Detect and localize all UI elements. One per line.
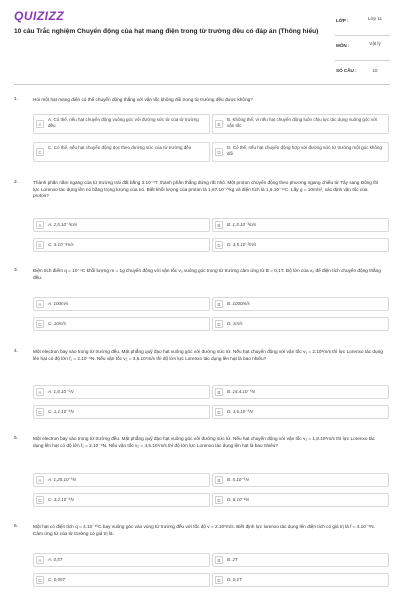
option-letter: B xyxy=(215,556,223,564)
option-a[interactable] xyxy=(33,297,210,311)
option-text: B. 5.10⁻⁵N xyxy=(227,477,249,482)
option-text: D. 0,2T xyxy=(227,577,242,582)
option-d[interactable] xyxy=(212,573,389,587)
question-number: 5. xyxy=(14,436,19,441)
question-number: 2. xyxy=(14,180,19,185)
option-b[interactable] xyxy=(212,218,389,232)
option-text: D. 3,6.10⁻⁵N xyxy=(227,409,253,414)
option-text: A. 1,8.10⁻⁵N xyxy=(48,389,74,394)
option-letter: C xyxy=(36,148,44,156)
option-d[interactable] xyxy=(212,317,389,331)
option-c[interactable] xyxy=(33,238,210,252)
option-text: D. 1m/s xyxy=(227,321,243,326)
option-d[interactable] xyxy=(212,238,389,252)
option-text: B. Không thể, vì nếu hạt chuyển động luôn chịu lực tác dụng vuông góc với vận tốc xyxy=(227,117,378,128)
option-letter: B xyxy=(215,300,223,308)
option-letter: D xyxy=(215,320,223,328)
option-letter: A xyxy=(36,556,44,564)
option-c[interactable] xyxy=(33,493,210,507)
option-text: C. Có thể, nếu hạt chuyển động dọc theo đường sức của từ trường đều xyxy=(48,145,192,150)
option-text: C. 1,1.10⁻⁶N xyxy=(48,409,74,414)
option-letter: C xyxy=(36,408,44,416)
quizizz-logo: QUIZIZZ xyxy=(14,9,65,23)
option-c[interactable] xyxy=(33,317,210,331)
question-text: Một electron bay vào trong từ trường đều. Mặt phẳng quỹ đạo hạt vuông góc với đường sức từ. Nếu hạt chuyển động với vận tốc v₁ = 2.10⁶m/s thì lực Lorenxo tác dụng lên hạt có độ lớn f₁ = 2.10⁻⁶N. Nếu vận tốc v₂ = 3,6.10⁷m/s thì độ lớn lực Lorenxo tác dụng lên hạt là bao nhiêu? xyxy=(33,349,383,361)
option-text: A. Có thể, nếu hạt chuyển động vuông góc với đường sức từ của từ trường đều xyxy=(48,117,199,128)
option-text: C. 3,2.10⁻⁶N xyxy=(48,497,74,502)
subject-label: MÔN : xyxy=(336,43,350,48)
option-letter: C xyxy=(36,320,44,328)
option-letter: A xyxy=(36,476,44,484)
option-text: D. 3,5.10⁻³m/s xyxy=(227,242,257,247)
option-b[interactable] xyxy=(212,297,389,311)
option-d[interactable] xyxy=(212,405,389,419)
option-letter: A xyxy=(36,120,44,128)
option-text: A. 2,5.10⁻³m/s xyxy=(48,222,78,227)
option-letter: D xyxy=(215,148,223,156)
option-b[interactable] xyxy=(212,385,389,399)
question-number: 4. xyxy=(14,349,19,354)
question-text: Điện tích điểm q = 10⁻⁴C khối lượng m = 1g chuyển động với vận tốc v₀ vuông góc trong từ trường cảm ứng từ B = 0,1T. Độ lớn của v₀ để điện tích chuyển động thẳng đều. xyxy=(33,268,381,280)
option-a[interactable] xyxy=(33,473,210,487)
class-value: Lớp 11 xyxy=(367,16,383,21)
question-text: Một hạt có điện tích q = 4.10⁻¹⁰C bay vuông góc vào vùng từ trường đều với tốc độ v = 2.10⁵m/s. Biết định lực lorenxo tác dụng lên điện tích có giá trị là f = 4.10⁻⁵N. Cảm ứng từ của từ trường có giá trị là: xyxy=(33,524,375,536)
option-b[interactable] xyxy=(212,473,389,487)
option-a[interactable] xyxy=(33,114,210,134)
option-letter: A xyxy=(36,300,44,308)
page-title: 10 câu Trắc nghiệm Chuyển động của hạt mang điện trong từ trường đều có đáp án (Thông hiểu) xyxy=(14,28,319,35)
option-c[interactable] xyxy=(33,405,210,419)
meta-divider xyxy=(335,35,390,36)
option-letter: D xyxy=(215,496,223,504)
option-letter: C xyxy=(36,576,44,584)
header-divider xyxy=(14,84,390,85)
subject-value: Vật lý xyxy=(369,41,381,46)
option-text: A. 0,5T xyxy=(48,557,63,562)
option-text: D. Có thể, nếu hạt chuyển động hợp với đường sức từ trường một góc không đổi xyxy=(227,145,382,156)
count-value: 10 xyxy=(372,68,378,73)
option-letter: A xyxy=(36,221,44,229)
option-text: C. 0,05T xyxy=(48,577,66,582)
option-c[interactable] xyxy=(33,573,210,587)
option-text: D. 8.10⁻⁶N xyxy=(227,497,250,502)
option-text: C. 3.10⁻³m/s xyxy=(48,242,74,247)
option-letter: B xyxy=(215,120,223,128)
count-label: SỐ CÂU : xyxy=(336,68,357,73)
option-letter: D xyxy=(215,408,223,416)
question-text: Hỏi một hạt mang điện có thể chuyển động thẳng với vận tốc không đổi trong từ trường đều được không? xyxy=(33,97,253,102)
option-letter: B xyxy=(215,221,223,229)
option-d[interactable] xyxy=(212,142,389,162)
option-d[interactable] xyxy=(212,493,389,507)
option-letter: D xyxy=(215,241,223,249)
option-letter: B xyxy=(215,476,223,484)
option-text: C. 10m/s xyxy=(48,321,67,326)
meta-divider xyxy=(335,60,390,61)
option-a[interactable] xyxy=(33,553,210,567)
question-text: Thành phần nằm ngang của từ trường trái đất bằng 3.10⁻⁵T, thành phần thẳng đứng rất nhỏ. Một proton chuyển động theo phương ngang chiều từ Tây sang Đông thì lực Lorenxo tác dụng lên nó bằng trọng lượng của nó. Biết khối lượng của proton là 1,67.10⁻²⁷kg và điện tích là 1,6.10⁻¹⁹C. Lấy g = 10m/s², xác định vận tốc của proton? xyxy=(33,180,379,199)
option-letter: A xyxy=(36,388,44,396)
class-label: LỚP : xyxy=(336,18,349,23)
option-b[interactable] xyxy=(212,114,389,134)
option-text: A. 1,25.10⁻⁵N xyxy=(48,477,77,482)
option-a[interactable] xyxy=(33,218,210,232)
option-text: B. 1000m/s xyxy=(227,301,250,306)
option-letter: B xyxy=(215,388,223,396)
option-a[interactable] xyxy=(33,385,210,399)
option-text: A. 100m/s xyxy=(48,301,69,306)
question-number: 3. xyxy=(14,268,19,273)
option-letter: C xyxy=(36,496,44,504)
option-text: B. 1,5.10⁻³m/s xyxy=(227,222,257,227)
option-c[interactable] xyxy=(33,142,210,162)
option-letter: C xyxy=(36,241,44,249)
option-b[interactable] xyxy=(212,553,389,567)
option-text: B. 14,4.10⁻⁵N xyxy=(227,389,256,394)
question-number: 6. xyxy=(14,524,19,529)
question-number: 1. xyxy=(14,97,19,102)
question-text: Một electron bay vào trong từ trường đều. Mặt phẳng quỹ đạo hạt vuông góc với đường sức từ. Nếu hạt chuyển động với vận tốc v₁ = 1,8.10⁶m/s thì lực Lorenxo tác dụng lên hạt có độ lớn f₁ = 2.10⁻⁶N. Nếu vận tốc v₂ = 4,5.10⁷m/s thì độ lớn lực Lorenxo tác dụng lên hạt là bao nhiêu? xyxy=(33,436,375,448)
option-text: B. 2T xyxy=(227,557,238,562)
option-letter: D xyxy=(215,576,223,584)
